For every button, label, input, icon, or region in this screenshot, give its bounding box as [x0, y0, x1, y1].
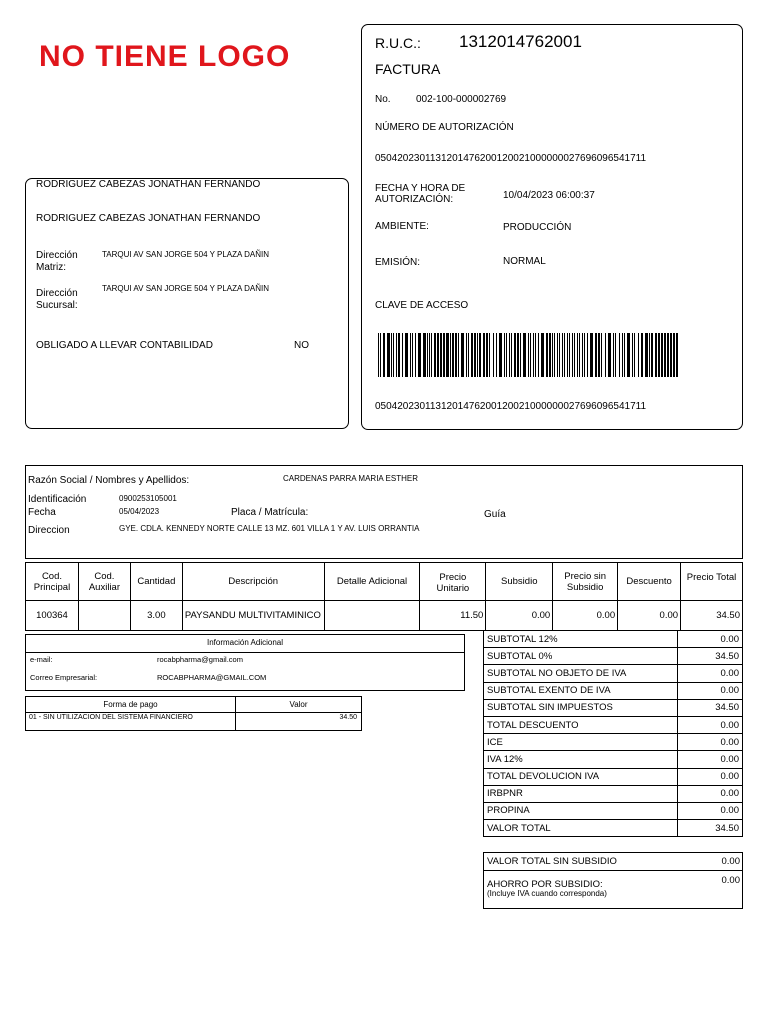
- totals-row: [484, 768, 743, 785]
- payment-table: [25, 696, 362, 731]
- totals-label: IVA 12%: [484, 751, 678, 768]
- emission-value: NORMAL: [503, 256, 546, 267]
- matrix-address-label: Dirección Matriz:: [36, 250, 78, 273]
- invoice-number: 002-100-000002769: [416, 94, 507, 105]
- totals-row: [484, 820, 743, 837]
- item-description: PAYSANDU MULTIVITAMINICO: [182, 601, 324, 631]
- totals-label: ICE: [484, 734, 678, 751]
- info-email-label: e-mail:: [30, 655, 53, 664]
- totals-label: SUBTOTAL NO OBJETO DE IVA: [484, 665, 678, 682]
- invoice-number-label: No.: [375, 94, 391, 105]
- environment-label: AMBIENTE:: [375, 221, 429, 232]
- item-discount: 0.00: [618, 601, 681, 631]
- authorization-number: 0504202301131201476200120021000000027696096541711: [375, 153, 647, 164]
- totals-label: VALOR TOTAL: [484, 820, 678, 837]
- total-without-subsidy-value: 0.00: [721, 856, 740, 867]
- authorization-date: 10/04/2023 06:00:37: [503, 190, 595, 201]
- col-header-subsidy: Subsidio: [486, 563, 553, 601]
- table-row: [26, 713, 362, 731]
- subsidy-savings-label: AHORRO POR SUBSIDIO:: [487, 879, 603, 890]
- item-price-without-subsidy: 0.00: [553, 601, 618, 631]
- accounting-value: NO: [294, 340, 309, 351]
- buyer-id-label: Identificación: [28, 494, 87, 505]
- item-quantity: 3.00: [130, 601, 182, 631]
- totals-label: IRBPNR: [484, 785, 678, 802]
- additional-info-divider: [25, 652, 465, 653]
- item-total-price: 34.50: [681, 601, 743, 631]
- col-header-description: Descripción: [182, 563, 324, 601]
- totals-value: 34.50: [678, 820, 743, 837]
- totals-row: [484, 699, 743, 716]
- access-key-value: 0504202301131201476200120021000000027696096541711: [375, 401, 647, 412]
- totals-label: SUBTOTAL 0%: [484, 648, 678, 665]
- ruc-value: 1312014762001: [459, 32, 582, 51]
- guide-label: Guía: [484, 509, 506, 520]
- totals-value: 0.00: [678, 682, 743, 699]
- totals-label: SUBTOTAL 12%: [484, 631, 678, 648]
- totals-row: [484, 802, 743, 819]
- totals-row: [484, 751, 743, 768]
- totals-label: PROPINA: [484, 802, 678, 819]
- buyer-address-label: Direccion: [28, 525, 70, 536]
- totals-value: 0.00: [678, 802, 743, 819]
- access-key-label: CLAVE DE ACCESO: [375, 300, 469, 311]
- col-header-aux-code: Cod. Auxiliar: [78, 563, 130, 601]
- totals-value: 0.00: [678, 785, 743, 802]
- environment-value: PRODUCCIÓN: [503, 222, 572, 233]
- info-email-value: rocabpharma@gmail.com: [157, 655, 243, 664]
- info-business-email-value: ROCABPHARMA@GMAIL.COM: [157, 673, 267, 682]
- totals-value: 0.00: [678, 631, 743, 648]
- totals-row: [484, 665, 743, 682]
- totals-row: [484, 631, 743, 648]
- issue-date-label: Fecha: [28, 507, 56, 518]
- item-additional-detail: [324, 601, 420, 631]
- totals-row: [484, 734, 743, 751]
- matrix-address: TARQUI AV SAN JORGE 504 Y PLAZA DAÑIN: [102, 250, 270, 259]
- payment-value: 34.50: [236, 713, 362, 731]
- totals-value: 0.00: [678, 665, 743, 682]
- col-header-discount: Descuento: [618, 563, 681, 601]
- totals-value: 34.50: [678, 648, 743, 665]
- buyer-address: GYE. CDLA. KENNEDY NORTE CALLE 13 MZ. 601 VILLA 1 Y AV. LUIS ORRANTIA: [119, 524, 420, 533]
- branch-address: TARQUI AV SAN JORGE 504 Y PLAZA DAÑIN: [102, 284, 270, 293]
- buyer-id: 0900253105001: [119, 494, 177, 503]
- totals-label: TOTAL DESCUENTO: [484, 716, 678, 733]
- payment-method: 01 - SIN UTILIZACION DEL SISTEMA FINANCIERO: [26, 713, 236, 731]
- totals-table: [483, 630, 743, 837]
- totals-value: 34.50: [678, 699, 743, 716]
- issuer-name: RODRIGUEZ CABEZAS JONATHAN FERNANDO: [36, 179, 261, 190]
- info-business-email-label: Correo Empresarial:: [30, 673, 98, 682]
- col-header-price-without-subsidy: Precio sin Subsidio: [553, 563, 618, 601]
- buyer-name: CARDENAS PARRA MARIA ESTHER: [283, 474, 418, 483]
- item-main-code: 100364: [26, 601, 79, 631]
- totals-value: 0.00: [678, 734, 743, 751]
- issuer-commercial-name: RODRIGUEZ CABEZAS JONATHAN FERNANDO: [36, 213, 261, 224]
- branch-address-label: Dirección Sucursal:: [36, 288, 78, 311]
- items-header-row: [26, 563, 743, 601]
- col-header-quantity: Cantidad: [130, 563, 182, 601]
- item-aux-code: [78, 601, 130, 631]
- item-subsidy: 0.00: [486, 601, 553, 631]
- authorization-label: NÚMERO DE AUTORIZACIÓN: [375, 122, 514, 133]
- doc-type: FACTURA: [375, 61, 441, 77]
- totals-label: SUBTOTAL EXENTO DE IVA: [484, 682, 678, 699]
- accounting-label: OBLIGADO A LLEVAR CONTABILIDAD: [36, 340, 213, 351]
- subsidy-divider: [483, 870, 743, 871]
- ruc-label: R.U.C.:: [375, 35, 421, 51]
- additional-info-title: Información Adicional: [206, 638, 284, 647]
- subsidy-savings-value: 0.00: [721, 875, 740, 886]
- authorization-date-label: FECHA Y HORA DE AUTORIZACIÓN:: [375, 183, 466, 205]
- totals-row: [484, 682, 743, 699]
- payment-method-header: Forma de pago: [26, 697, 236, 713]
- barcode-gap: [678, 333, 679, 377]
- total-without-subsidy-label: VALOR TOTAL SIN SUBSIDIO: [487, 856, 617, 867]
- item-unit-price: 11.50: [420, 601, 486, 631]
- totals-row: [484, 785, 743, 802]
- logo-placeholder: NO TIENE LOGO: [39, 40, 291, 73]
- totals-label: TOTAL DEVOLUCION IVA: [484, 768, 678, 785]
- emission-label: EMISIÓN:: [375, 257, 421, 268]
- plate-label: Placa / Matrícula:: [231, 507, 309, 518]
- totals-value: 0.00: [678, 768, 743, 785]
- totals-row: [484, 648, 743, 665]
- col-header-additional-detail: Detalle Adicional: [324, 563, 420, 601]
- col-header-unit-price: Precio Unitario: [420, 563, 486, 601]
- barcode: [378, 333, 708, 377]
- items-table: [25, 562, 743, 631]
- col-header-main-code: Cod. Principal: [26, 563, 79, 601]
- totals-label: SUBTOTAL SIN IMPUESTOS: [484, 699, 678, 716]
- buyer-name-label: Razón Social / Nombres y Apellidos:: [28, 475, 190, 486]
- table-row: [26, 601, 743, 631]
- totals-value: 0.00: [678, 716, 743, 733]
- subsidy-savings-note: (Incluye IVA cuando corresponda): [487, 889, 607, 898]
- issue-date: 05/04/2023: [119, 507, 160, 516]
- totals-value: 0.00: [678, 751, 743, 768]
- payment-value-header: Valor: [236, 697, 362, 713]
- col-header-total-price: Precio Total: [681, 563, 743, 601]
- totals-row: [484, 716, 743, 733]
